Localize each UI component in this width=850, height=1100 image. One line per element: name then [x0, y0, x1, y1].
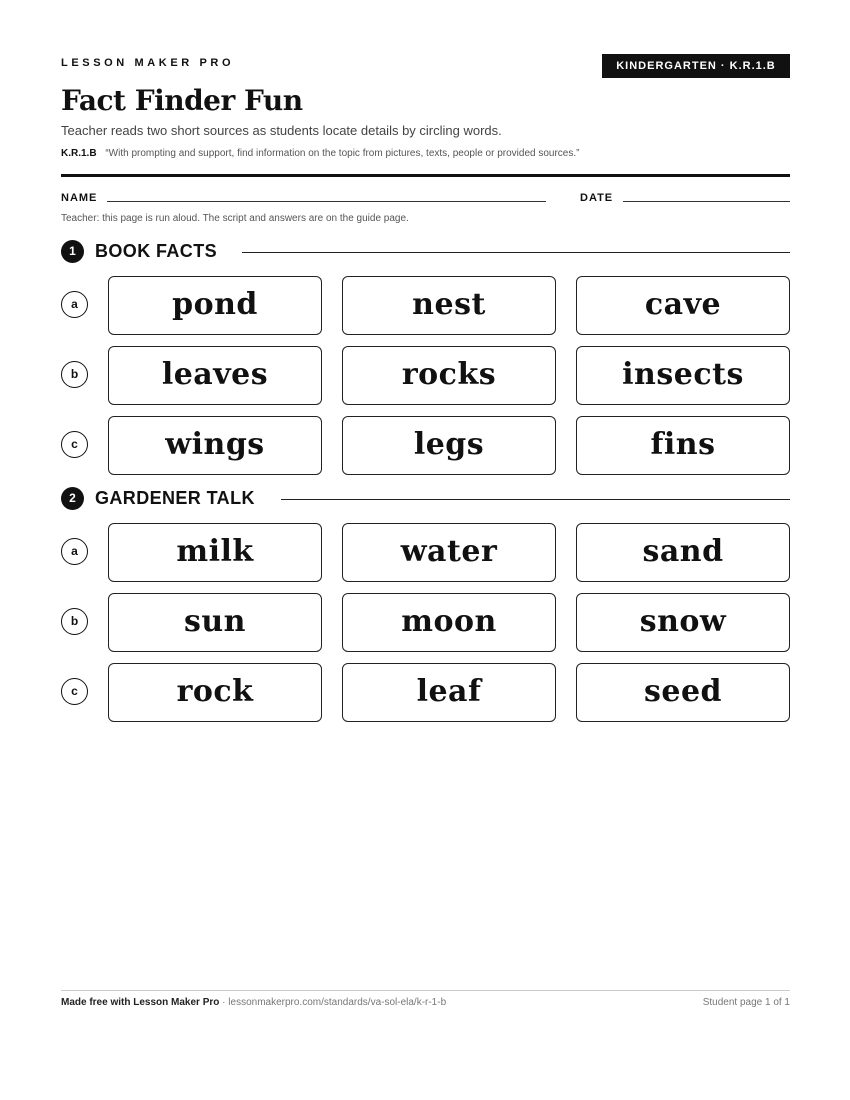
answer-row [61, 593, 790, 653]
word-choice[interactable]: leaves [108, 346, 322, 405]
row-letter-badge: c [61, 431, 88, 458]
answer-row [61, 663, 790, 723]
answer-row [61, 416, 790, 476]
section-rule [242, 252, 790, 253]
standard-code: K.R.1.B [61, 148, 97, 159]
word-choice[interactable]: snow [576, 593, 790, 652]
teacher-note: Teacher: this page is run aloud. The script and answers are on the guide page. [61, 213, 409, 224]
word-choice[interactable]: sun [108, 593, 322, 652]
section-number-badge: 2 [61, 487, 84, 510]
word-choice[interactable]: rocks [342, 346, 556, 405]
section-header [61, 487, 790, 511]
row-letter-badge: c [61, 678, 88, 705]
name-label: NAME [61, 192, 98, 204]
answer-row [61, 276, 790, 336]
row-letter-badge: a [61, 291, 88, 318]
footer-made-with: Made free with Lesson Maker Pro [61, 997, 220, 1008]
word-choice[interactable]: cave [576, 276, 790, 335]
answer-row [61, 523, 790, 583]
name-field[interactable] [107, 201, 546, 202]
grade-badge: KINDERGARTEN · K.R.1.B [602, 54, 790, 78]
date-field[interactable] [623, 201, 790, 202]
page-title: Fact Finder Fun [61, 84, 303, 117]
word-choice[interactable]: milk [108, 523, 322, 582]
word-choice[interactable]: nest [342, 276, 556, 335]
answer-row [61, 346, 790, 406]
row-letter-badge: a [61, 538, 88, 565]
word-choice[interactable]: water [342, 523, 556, 582]
section-title: GARDENER TALK [95, 488, 255, 508]
standard-line [61, 148, 579, 159]
brand-name: LESSON MAKER PRO [61, 57, 235, 69]
footer-credit [61, 997, 446, 1008]
header-divider [61, 174, 790, 177]
word-choice[interactable]: insects [576, 346, 790, 405]
section-rule [281, 499, 790, 500]
section-title: BOOK FACTS [95, 241, 218, 261]
section-number-badge: 1 [61, 240, 84, 263]
standard-text: “With prompting and support, find information on the topic from pictures, texts, people or provided sources.” [105, 148, 580, 159]
word-choice[interactable]: moon [342, 593, 556, 652]
footer-page-label: Student page 1 of 1 [702, 997, 790, 1008]
footer-separator: · [222, 997, 229, 1008]
row-letter-badge: b [61, 361, 88, 388]
date-label: DATE [580, 192, 614, 204]
word-choice[interactable]: leaf [342, 663, 556, 722]
word-choice[interactable]: seed [576, 663, 790, 722]
footer-divider [61, 990, 790, 991]
word-choice[interactable]: fins [576, 416, 790, 475]
word-choice[interactable]: wings [108, 416, 322, 475]
word-choice[interactable]: sand [576, 523, 790, 582]
section-header [61, 240, 790, 264]
word-choice[interactable]: legs [342, 416, 556, 475]
page-subtitle: Teacher reads two short sources as students locate details by circling words. [61, 123, 502, 138]
word-choice[interactable]: pond [108, 276, 322, 335]
footer-url[interactable]: lessonmakerpro.com/standards/va-sol-ela/k-r-1-b [228, 997, 447, 1008]
row-letter-badge: b [61, 608, 88, 635]
word-choice[interactable]: rock [108, 663, 322, 722]
